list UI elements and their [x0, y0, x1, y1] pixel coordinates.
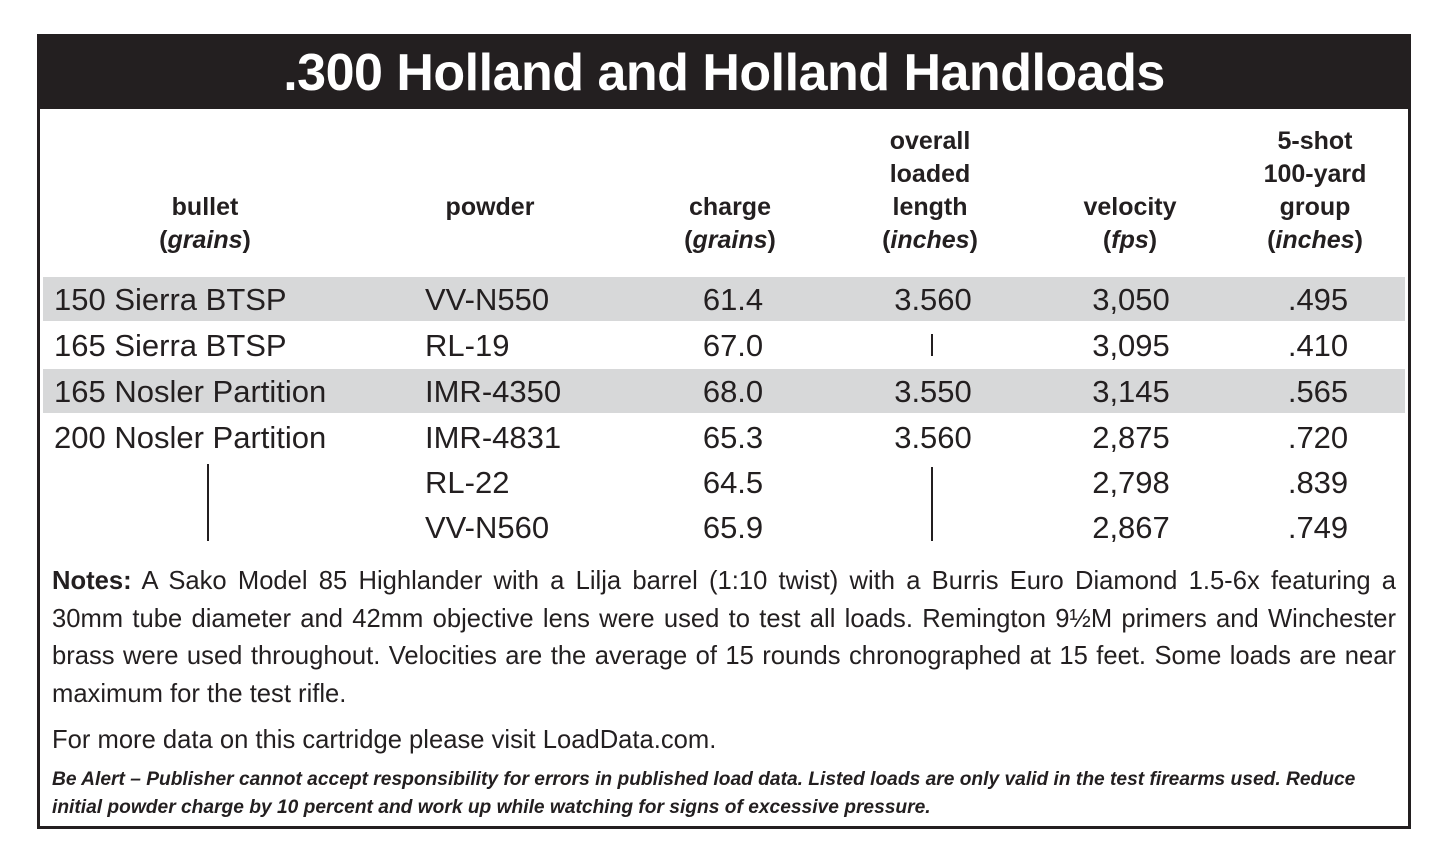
- cell-powder: IMR-4350: [425, 374, 562, 409]
- rule-below-header: [40, 106, 1408, 109]
- cell-oal: 3.560: [894, 420, 972, 455]
- cell-powder: RL-22: [425, 465, 510, 500]
- cell-velocity: 3,050: [1092, 282, 1170, 317]
- table-title: .300 Holland and Holland Handloads: [40, 37, 1408, 109]
- cell-bullet: 165 Sierra BTSP: [54, 328, 287, 363]
- ditto-mark-bullet: [207, 464, 209, 541]
- cell-bullet: 150 Sierra BTSP: [54, 282, 287, 317]
- table-row: [43, 415, 1405, 459]
- table-row: [43, 460, 1405, 504]
- notes-paragraph: [52, 563, 1396, 713]
- cell-bullet: 165 Nosler Partition: [54, 374, 327, 409]
- cell-velocity: 3,095: [1092, 328, 1170, 363]
- notes-label: Notes:: [52, 567, 132, 595]
- header-overall-loaded-length: overall loaded length (inches): [882, 127, 978, 254]
- cell-charge: 61.4: [702, 282, 764, 317]
- cell-oal: 3.550: [894, 374, 972, 409]
- cell-powder: VV-N550: [425, 282, 550, 317]
- table-row: [43, 505, 1405, 549]
- table-row: [43, 323, 1405, 367]
- cell-group: .839: [1287, 465, 1349, 500]
- cell-oal: [863, 323, 1003, 367]
- header-velocity: velocity (fps): [1083, 193, 1177, 254]
- cell-group: .410: [1287, 328, 1349, 363]
- cell-oal: 3.560: [894, 282, 972, 317]
- cell-bullet: 200 Nosler Partition: [54, 420, 327, 455]
- cell-oal: [863, 460, 1003, 504]
- cell-oal: [863, 505, 1003, 549]
- ditto-mark-oal: [931, 334, 933, 356]
- cell-charge: 64.5: [702, 465, 764, 500]
- cell-powder: VV-N560: [425, 510, 550, 545]
- cell-velocity: 3,145: [1092, 374, 1170, 409]
- cell-group: .495: [1287, 282, 1349, 317]
- cell-charge: 65.9: [702, 510, 764, 545]
- cell-powder: IMR-4831: [425, 420, 562, 455]
- header-bullet: bullet (grains): [159, 193, 251, 254]
- alert-disclaimer: Be Alert – Publisher cannot accept responsibility for errors in published load data. Listed loads are only valid in the test firearms used. Reduce initial powder charge by 10 percent and work up while watching for signs of excessive pressure.: [52, 769, 1356, 818]
- header-group: 5-shot 100-yard group (inches): [1263, 127, 1367, 254]
- cell-velocity: 2,867: [1092, 510, 1170, 545]
- header-powder: powder: [445, 193, 535, 221]
- cell-group: .749: [1287, 510, 1349, 545]
- cell-group: .565: [1287, 374, 1349, 409]
- cell-charge: 68.0: [702, 374, 764, 409]
- table-row: [43, 277, 1405, 321]
- header-charge: charge (grains): [684, 193, 776, 254]
- cell-velocity: 2,875: [1092, 420, 1170, 455]
- cell-group: .720: [1287, 420, 1349, 455]
- cell-charge: 65.3: [702, 420, 764, 455]
- notes-text: A Sako Model 85 Highlander with a Lilja barrel (1:10 twist) with a Burris Euro Diamond 1.5-6x featuring a 30mm tube diameter and 42mm objective lens were used to test all loads. Remington 9½M primers and Winchester brass were used throughout. Velocities are the average of 15 rounds chronographed at 15 feet. Some loads are near maximum for the test rifle.: [52, 567, 1396, 708]
- cell-charge: 67.0: [702, 328, 764, 363]
- cell-velocity: 2,798: [1092, 465, 1170, 500]
- table-row: [43, 369, 1405, 413]
- cell-powder: RL-19: [425, 328, 510, 363]
- more-info-text: For more data on this cartridge please visit LoadData.com.: [52, 726, 717, 754]
- ditto-mark-oal: [931, 467, 933, 541]
